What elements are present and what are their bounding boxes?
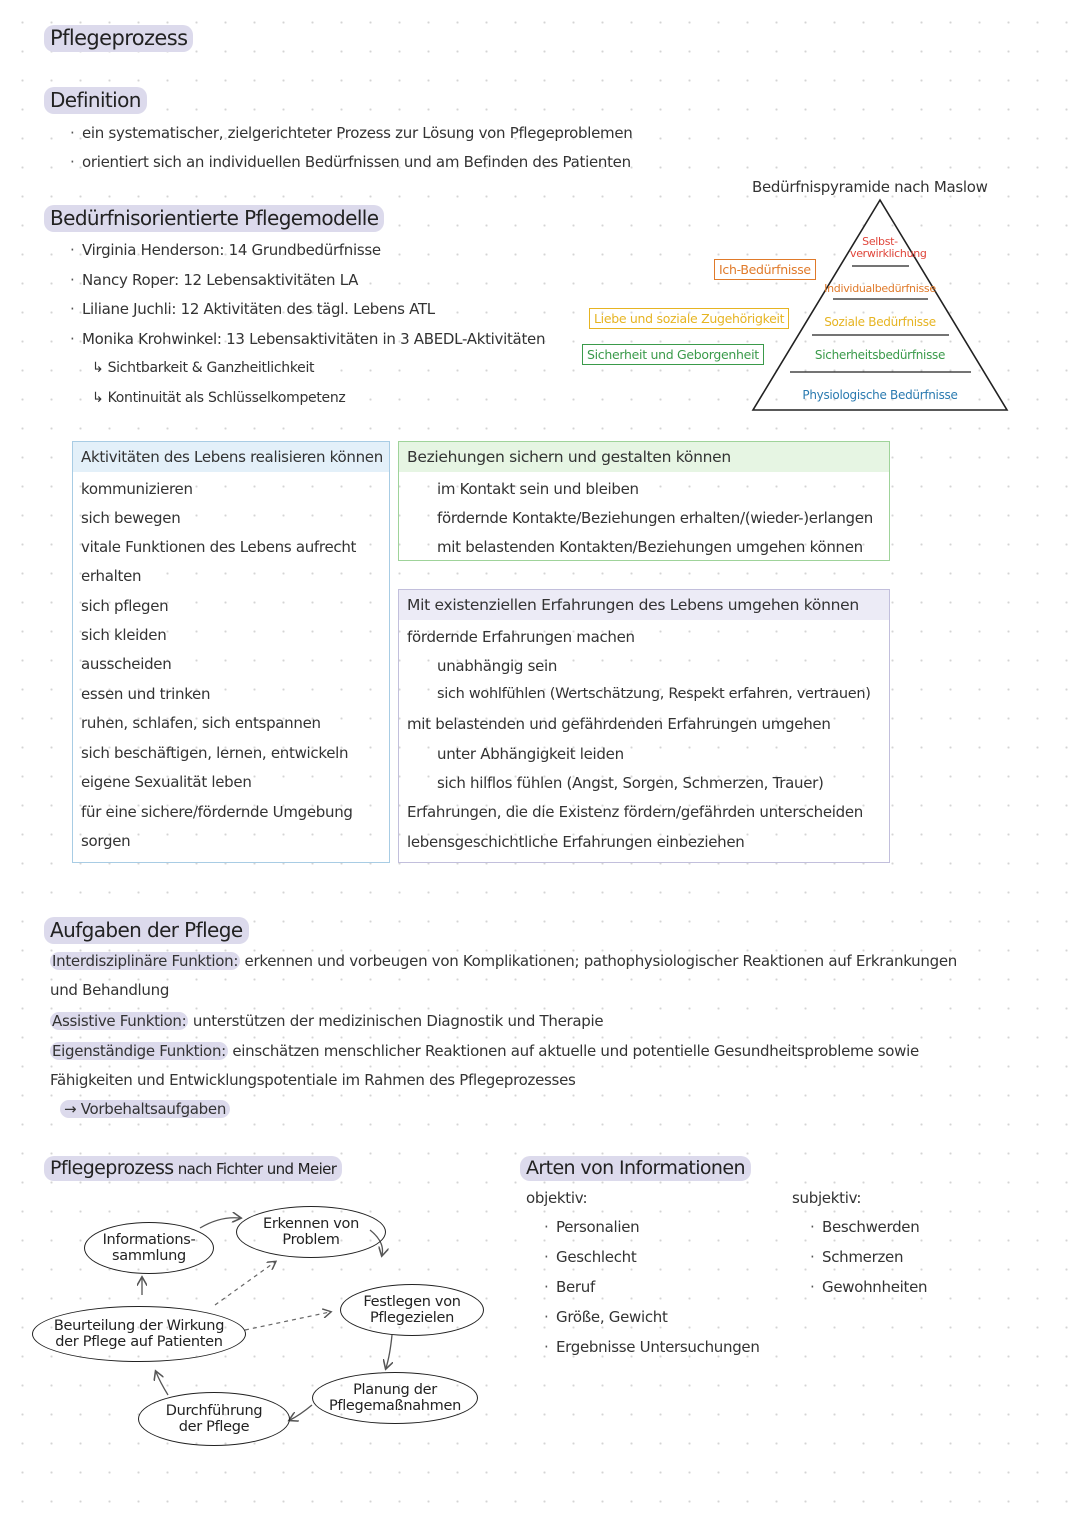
step-execution: Durchführung der Pflege [138,1392,290,1446]
definition-line: · ein systematischer, zielgerichteter Prozess zur Lösung von Pflegeproblemen [82,124,632,142]
tasks-interdisciplinary: Interdisziplinäre Funktion: erkennen und vorbeugen von Komplikationen; pathophysiologischer Reaktionen auf Erkrankungen [52,952,957,970]
dashed-arrow-evaluation-to-problem [215,1262,275,1305]
activity-item: sich bewegen [81,509,181,527]
process-heading: Pflegeprozess nach Fichter und Meier [44,1157,342,1179]
activity-item: erhalten [81,567,142,585]
relation-item: mit belastenden Kontakten/Beziehungen umgehen können [437,538,863,556]
definition-line: · orientiert sich an individuellen Bedürfnissen und am Befinden des Patienten [82,153,631,171]
info-objective-item: · Geschlecht [556,1248,636,1266]
relation-item: fördernde Kontakte/Beziehungen erhalten/(wieder-)erlangen [437,509,873,527]
arrow-goals-to-planning [386,1335,392,1368]
existential-item: fördernde Erfahrungen machen [407,628,635,646]
existential-heading: Mit existenziellen Erfahrungen des Lebens umgehen können [407,596,859,614]
model-item: · Liliane Juchli: 12 Aktivitäten des tägl. Lebens ATL [82,300,435,318]
tasks-assistive: Assistive Funktion: unterstützen der medizinischen Diagnostik und Therapie [52,1012,604,1030]
activity-item: ruhen, schlafen, sich entspannen [81,714,321,732]
relations-box [398,441,890,561]
info-heading: Arten von Informationen [520,1157,751,1179]
info-subjective-item: · Gewohnheiten [822,1278,927,1296]
tasks-heading: Aufgaben der Pflege [44,918,249,942]
ich-beduerfnisse-label: Ich-Bedürfnisse [714,259,816,280]
info-subjective-item: · Beschwerden [822,1218,919,1236]
pyramid-level-5: Physiologische Bedürfnisse [802,388,958,402]
pyramid-level-2: Individualbedürfnisse [824,282,936,295]
liebe-zugehoerigkeit-label: Liebe und soziale Zugehörigkeit [589,308,789,329]
activities-box [72,441,390,863]
tasks-independent: Eigenständige Funktion: einschätzen menschlicher Reaktionen auf aktuelle und potentielle Gesundheitsprobleme sowie [52,1042,919,1060]
definition-heading: Definition [44,88,147,112]
existential-item: lebensgeschichtliche Erfahrungen einbeziehen [407,833,745,851]
info-objective-label: objektiv: [526,1189,588,1207]
tasks-reserved: → Vorbehaltsaufgaben [60,1100,230,1118]
step-information-gathering: Informations-sammlung [84,1222,214,1274]
model-sub-item: ↳ Sichtbarkeit & Ganzheitlichkeit [92,360,315,376]
info-objective-item: · Personalien [556,1218,639,1236]
activity-item: sich kleiden [81,626,167,644]
existential-item: mit belastenden und gefährdenden Erfahrungen umgehen [407,715,831,733]
activity-item: für eine sichere/fördernde Umgebung [81,803,353,821]
arrow-execution-to-evaluation [156,1372,168,1395]
pyramid-level-3: Soziale Bedürfnisse [824,315,936,329]
arrow-info-to-problem [200,1218,240,1228]
pyramid-level-4: Sicherheitsbedürfnisse [814,348,946,362]
model-item: · Nancy Roper: 12 Lebensaktivitäten LA [82,271,358,289]
activities-heading: Aktivitäten des Lebens realisieren können [81,448,383,466]
info-objective-item: · Ergebnisse Untersuchungen [556,1338,760,1356]
dashed-arrow-evaluation-to-goals [245,1312,330,1330]
activity-item: ausscheiden [81,655,172,673]
tasks-interdisciplinary-cont: und Behandlung [50,981,170,999]
tasks-independent-cont: Fähigkeiten und Entwicklungspotentiale im Rahmen des Pflegeprozesses [50,1071,576,1089]
activity-item: eigene Sexualität leben [81,773,252,791]
pyramid-title: Bedürfnispyramide nach Maslow [752,178,988,196]
pyramid-outline [753,200,1007,410]
info-subjective-item: · Schmerzen [822,1248,903,1266]
activity-item: sorgen [81,832,131,850]
existential-item: Erfahrungen, die die Existenz fördern/gefährden unterscheiden [407,803,864,821]
existential-item: unabhängig sein [437,657,558,675]
sicherheit-geborgenheit-label: Sicherheit und Geborgenheit [582,344,764,365]
relation-item: im Kontakt sein und bleiben [437,480,639,498]
existential-item: unter Abhängigkeit leiden [437,745,624,763]
model-sub-item: ↳ Kontinuität als Schlüsselkompetenz [92,390,346,406]
info-objective-item: · Größe, Gewicht [556,1308,668,1326]
step-problem-recognition: Erkennen von Problem [236,1206,386,1258]
maslow-pyramid [745,195,1015,415]
relations-heading: Beziehungen sichern und gestalten können [407,448,731,466]
activity-item: sich beschäftigen, lernen, entwickeln [81,744,349,762]
models-heading: Bedürfnisorientierte Pflegemodelle [44,206,384,230]
activity-item: vitale Funktionen des Lebens aufrecht [81,538,357,556]
info-objective-item: · Beruf [556,1278,595,1296]
arrow-planning-to-execution [290,1405,312,1420]
model-item: · Monika Krohwinkel: 13 Lebensaktivitäten in 3 ABEDL-Aktivitäten [82,330,545,348]
step-planning: Planung der Pflegemaßnahmen [312,1372,478,1424]
page-title: Pflegeprozess [44,26,193,50]
existential-item: sich wohlfühlen (Wertschätzung, Respekt erfahren, vertrauen) [437,686,871,702]
activity-item: essen und trinken [81,685,211,703]
step-evaluation: Beurteilung der Wirkung der Pflege auf Patienten [32,1306,246,1362]
existential-box [398,589,890,863]
activity-item: kommunizieren [81,480,193,498]
step-goal-setting: Festlegen von Pflegezielen [340,1284,484,1336]
model-item: · Virginia Henderson: 14 Grundbedürfnisse [82,241,381,259]
pyramid-level-1: Selbst-verwirklichung [850,235,927,260]
existential-item: sich hilflos fühlen (Angst, Sorgen, Schmerzen, Trauer) [437,774,824,792]
info-subjective-label: subjektiv: [792,1189,862,1207]
activity-item: sich pflegen [81,597,169,615]
